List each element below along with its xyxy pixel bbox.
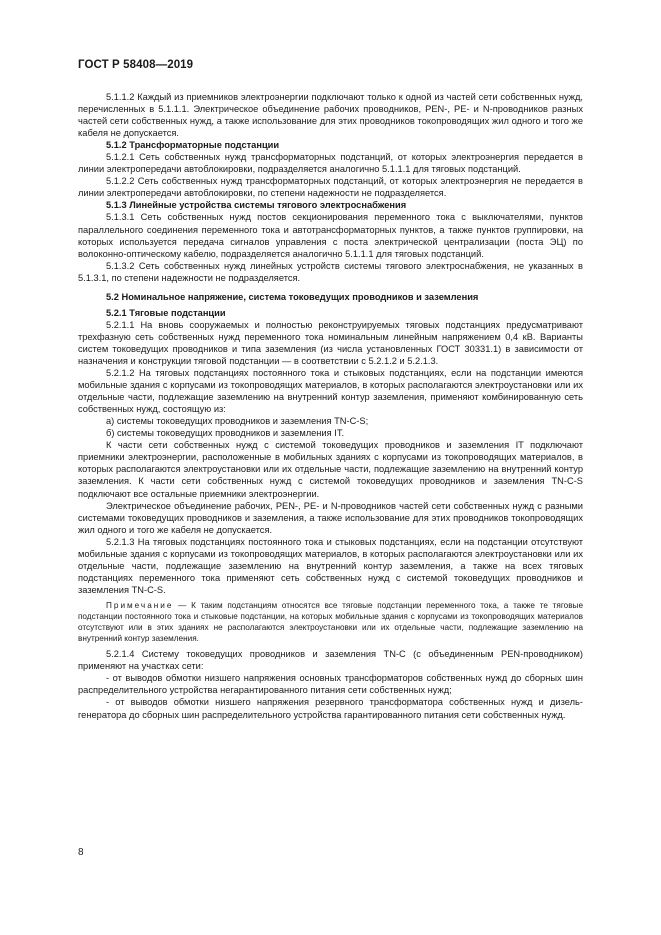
heading-5-1-3: 5.1.3 Линейные устройства системы тягового электроснабжения: [106, 200, 407, 211]
heading-5-2: 5.2 Номинальное напряжение, система токоведущих проводников и заземления: [106, 291, 479, 302]
paragraph-5-2-1-4: 5.2.1.4 Систему токоведущих проводников и заземления TN-C (с объединенным PEN-проводником) применяют на участках сети:: [78, 649, 583, 672]
dash-item-1: - от выводов обмотки низшего напряжения основных трансформаторов собственных нужд до сборных шин распределительного устройства негарантированного питания сети собственных нужд;: [78, 673, 583, 696]
list-item-a: а) системы токоведущих проводников и заземления TN-C-S;: [106, 416, 369, 427]
note: [78, 600, 583, 644]
page-number: 8: [78, 847, 84, 858]
paragraph-5-1-1-2: 5.1.1.2 Каждый из приемников электроэнергии подключают только к одной из частей сети собственных нужд, перечисленных в 5.1.1.1. Электрическое объединение рабочих проводников, PEN-, PE- и N-проводников разных частей сети собственных нужд, а также использование для этих проводников токопроводящих жил одного и того же кабеля не допускается.: [78, 92, 583, 139]
heading-5-1-2: 5.1.2 Трансформаторные подстанции: [106, 140, 280, 151]
heading-5-2-1: 5.2.1 Тяговые подстанции: [106, 307, 226, 318]
list-item-b: б) системы токоведущих проводников и заземления IT.: [106, 428, 345, 439]
paragraph-5-2-1-3: 5.2.1.3 На тяговых подстанциях постоянного тока и стыковых подстанциях, если на подстанции отсутствуют мобильные здания с корпусами из токопроводящих материалов, в которых располагаются электроустановки или их отдельные части, подлежащие заземлению на внутренний контур заземления, а также на всех тяговых подстанциях переменного тока применяют сеть собственных нужд с системой токоведущих проводников и заземления TN-C-S.: [78, 536, 583, 595]
paragraph-5-1-3-2: 5.1.3.2 Сеть собственных нужд линейных устройств системы тягового электроснабжения, не указанных в 5.1.3.1, по степени надежности не подразделяется.: [78, 260, 583, 283]
paragraph-5-1-2-1: 5.1.2.1 Сеть собственных нужд трансформаторных подстанций, от которых электроэнергия передается в линии электропередачи автоблокировки, подразделяется аналогично 5.1.1.1 для тяговых подстанций.: [78, 152, 583, 175]
paragraph-5-2-1-2: 5.2.1.2 На тяговых подстанциях постоянного тока и стыковых подстанциях, если на подстанции имеются мобильные здания с корпусами из токопроводящих материалов, в которых располагаются электроустановки или их отдельные части, подлежащие заземлению на внутренний контур заземления, применяют комбинированную сеть собственных нужд, состоящую из:: [78, 368, 583, 415]
paragraph-5-1-3-1: 5.1.3.1 Сеть собственных нужд постов секционирования переменного тока с выключателями, пунктов параллельного соединения переменного тока и автотрансформаторных пунктов, а также пунктов группировки, на которых используется передача сигналов управления с поста электрической централизации (поста ЭЦ) по волоконно-оптическому кабелю, подразделяется аналогично 5.1.1.1 для тяговых подстанций.: [78, 212, 583, 259]
paragraph-5-2-1-1: 5.2.1.1 На вновь сооружаемых и полностью реконструируемых тяговых подстанциях предусматривают трехфазную сеть собственных нужд переменного тока номинальным линейным напряжением 0,4 кВ. Варианты систем токоведущих проводников и типа заземления (из числа установленных ГОСТ 30331.1) в зависимости от назначения и конструкции тяговой подстанции — в соответствии с 5.2.1.2 и 5.2.1.3.: [78, 319, 583, 366]
note-label: Примечание: [106, 600, 174, 610]
paragraph-conductor-union: Электрическое объединение рабочих, PEN-, PE- и N-проводников частей сети собственных нужд с разными системами токоведущих проводников и заземления, а также использование для этих проводников токопроводящих жил одного и того же кабеля не допускается.: [78, 500, 583, 535]
dash-item-2: - от выводов обмотки низшего напряжения резервного трансформатора собственных нужд и дизель-генератора до сборных шин распределительного устройства гарантированного питания сети собственных нужд.: [78, 697, 583, 720]
paragraph-5-1-2-2: 5.1.2.2 Сеть собственных нужд трансформаторных подстанций, от которых электроэнергия не передается в линии электропередачи автоблокировки, по степени надежности не подразделяется.: [78, 176, 583, 199]
paragraph-it-network: К части сети собственных нужд с системой токоведущих проводников и заземления IT подключают приемники электроэнергии, расположенные в мобильных зданиях с корпусами из токопроводящих материалов, в которых располагаются электроустановки или их отдельные части, подлежащие заземлению на внутренний контур заземления. К части сети собственных нужд с системой токоведущих проводников и заземления TN-C-S подключают все остальные приемники электроэнергии.: [78, 440, 583, 499]
note-text: — К таким подстанциям относятся все тяговые подстанции переменного тока, а также те тяговые подстанции постоянного тока и стыковые подстанции, на которых мобильные здания с корпусами из токопроводящих материалов отсутствуют или в этих зданиях не располагаются электроустановки или их отдельные части, подлежащие заземлению на внутренний контур заземления.: [78, 600, 583, 644]
document-body: [78, 91, 583, 721]
document-header: ГОСТ Р 58408—2019: [78, 59, 194, 71]
